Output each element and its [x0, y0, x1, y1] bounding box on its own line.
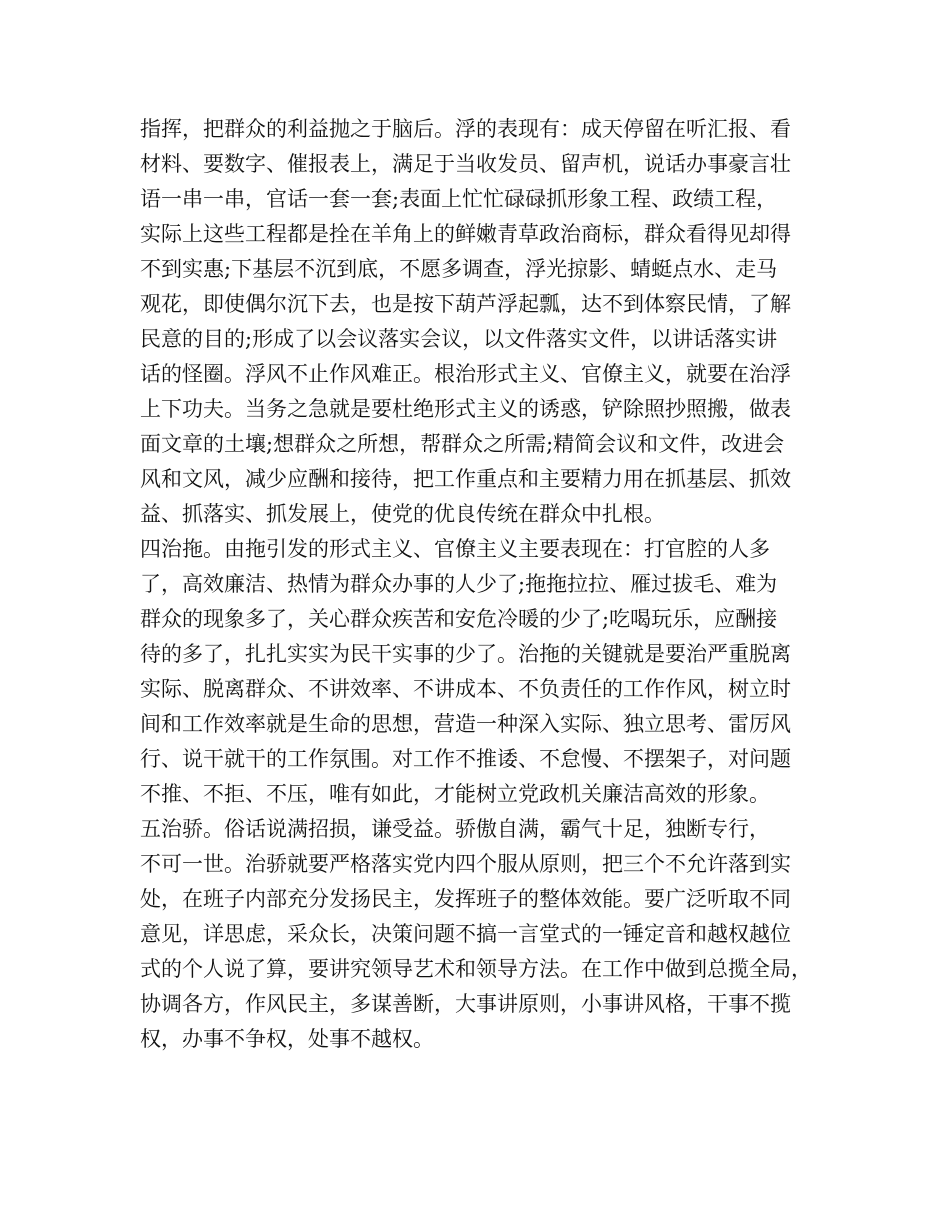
text-line: 群众的现象多了，关心群众疾苦和安危冷暖的少了;吃喝玩乐，应酬接 — [140, 607, 778, 631]
text-line: 不推、不拒、不压，唯有如此，才能树立党政机关廉洁高效的形象。 — [140, 782, 770, 806]
text-line: 不可一世。治骄就要严格落实党内四个服从原则，把三个不允许落到实 — [140, 852, 791, 876]
text-line: 间和工作效率就是生命的思想，营造一种深入实际、独立思考、雷厉风 — [140, 712, 791, 736]
text-line: 权，办事不争权，处事不越权。 — [140, 1027, 434, 1051]
text-line: 不到实惠;下基层不沉到底，不愿多调查，浮光掠影、蜻蜓点水、走马 — [140, 257, 778, 281]
text-line: 面文章的土壤;想群众之所想，帮群众之所需;精简会议和文件，改进会 — [140, 432, 785, 456]
text-line: 上下功夫。当务之急就是要杜绝形式主义的诱惑，铲除照抄照搬，做表 — [140, 397, 791, 421]
text-line: 民意的目的;形成了以会议落实会议，以文件落实文件，以讲话落实讲 — [140, 327, 778, 351]
text-line: 意见，详思虑，采众长，决策问题不搞一言堂式的一锤定音和越权越位 — [140, 922, 791, 946]
text-line: 风和文风，减少应酬和接待，把工作重点和主要精力用在抓基层、抓效 — [140, 467, 791, 491]
document-body — [140, 112, 825, 1057]
text-line: 语一串一串，官话一套一套;表面上忙忙碌碌抓形象工程、政绩工程， — [140, 187, 778, 211]
text-line: 了，高效廉洁、热情为群众办事的人少了;拖拖拉拉、雁过拔毛、难为 — [140, 572, 778, 596]
text-line: 待的多了，扎扎实实为民干实事的少了。治拖的关键就是要治严重脱离 — [140, 642, 791, 666]
text-line: 行、说干就干的工作氛围。对工作不推诿、不怠慢、不摆架子，对问题 — [140, 747, 791, 771]
text-line: 益、抓落实、抓发展上，使党的优良传统在群众中扎根。 — [140, 502, 665, 526]
text-line: 处，在班子内部充分发扬民主，发挥班子的整体效能。要广泛听取不同 — [140, 887, 791, 911]
text-line: 实际上这些工程都是拴在羊角上的鲜嫩青草政治商标，群众看得见却得 — [140, 222, 791, 246]
text-line: 观花，即使偶尔沉下去，也是按下葫芦浮起瓢，达不到体察民情，了解 — [140, 292, 791, 316]
text-line: 式的个人说了算，要讲究领导艺术和领导方法。在工作中做到总揽全局， — [140, 957, 812, 981]
text-line: 协调各方，作风民主，多谋善断，大事讲原则，小事讲风格，干事不揽 — [140, 992, 791, 1016]
paragraph-zhifu — [140, 112, 825, 532]
paragraph-zhijiao — [140, 812, 825, 1057]
text-line: 材料、要数字、催报表上，满足于当收发员、留声机，说话办事豪言壮 — [140, 152, 791, 176]
text-line: 实际、脱离群众、不讲效率、不讲成本、不负责任的工作作风，树立时 — [140, 677, 791, 701]
paragraph-zhituo — [140, 532, 825, 812]
text-line: 五治骄。俗话说满招损，谦受益。骄傲自满，霸气十足，独断专行， — [140, 817, 770, 841]
text-line: 话的怪圈。浮风不止作风难正。根治形式主义、官僚主义，就要在治浮 — [140, 362, 791, 386]
text-line: 四治拖。由拖引发的形式主义、官僚主义主要表现在：打官腔的人多 — [140, 537, 770, 561]
text-line: 指挥，把群众的利益抛之于脑后。浮的表现有：成天停留在听汇报、看 — [140, 117, 791, 141]
